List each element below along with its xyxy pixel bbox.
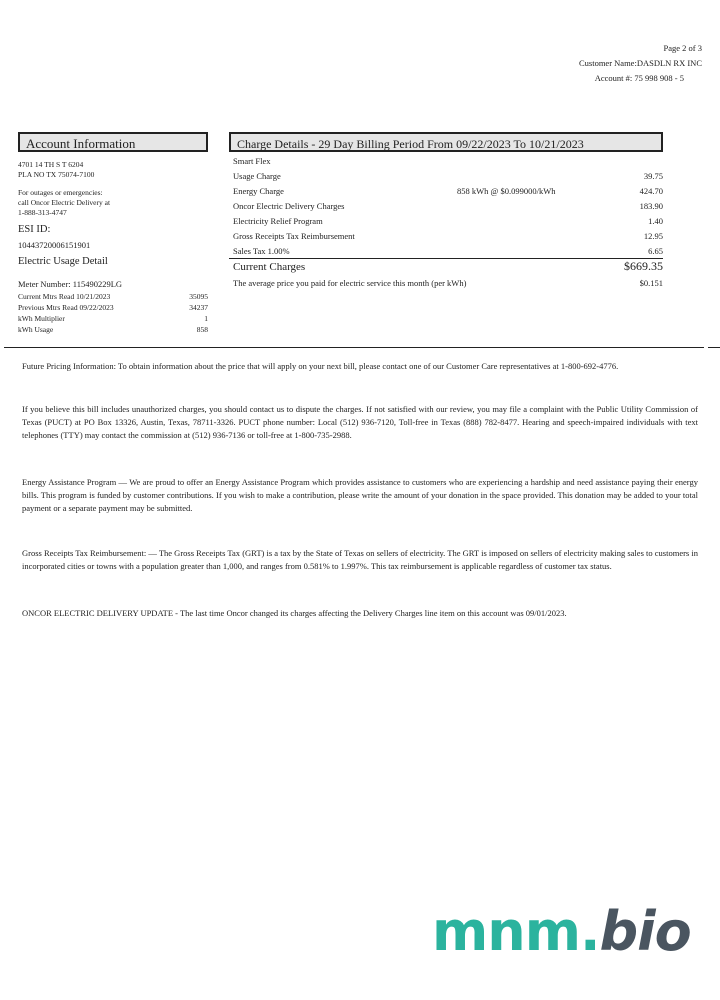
charge-row: Electricity Relief Program 1.40: [233, 216, 663, 226]
oncor-update-paragraph: ONCOR ELECTRIC DELIVERY UPDATE - The last time Oncor changed its charges affecting the Delivery Charges line item on this account was 09/01/2023.: [22, 608, 567, 618]
outage-phone: 1-888-313-4747: [18, 208, 67, 217]
meter-row: kWh Usage 858: [18, 325, 208, 334]
plan-name: Smart Flex: [233, 156, 271, 166]
meter-row: kWh Multiplier 1: [18, 314, 208, 323]
esi-id-value: 10443720006151901: [18, 240, 91, 250]
outage-info: [18, 188, 208, 218]
energy-assistance-paragraph: Energy Assistance Program — We are proud to offer an Energy Assistance Program which provides assistance to customers who are experiencing a hardship and need assistance paying their energy bills. This program is funded by customer contributions. If you wish to make a contribution, please write the amount of your donation in the space provided. This donation may be added to your total payment or a separate payment may be submitted.: [22, 477, 698, 513]
outage-line-1: For outages or emergencies:: [18, 188, 103, 197]
charge-row: Usage Charge 39.75: [233, 171, 663, 181]
dispute-paragraph: If you believe this bill includes unauthorized charges, you should contact us to dispute the charges. If not satisfied with our review, you may file a complaint with the Public Utility Commission of Texas (PUCT) at PO Box 13326, Austin, Texas, 78711-3326. PUCT phone number: Local (512) 936-7120, Toll-free in Texas (888) 782-8477. Hearing and speech-impaired individuals with text telephones (TTY) may contact the commission at (512) 936-7136 or toll-free at 1-800-735-2988.: [22, 404, 698, 440]
section-divider-end: [708, 347, 720, 348]
mnm-bio-logo: mnm.bio: [432, 900, 691, 963]
outage-line-2: call Oncor Electric Delivery at: [18, 198, 111, 207]
address-line-2: PLA NO TX 75074-7100: [18, 170, 95, 179]
charge-row: Gross Receipts Tax Reimbursement 12.95: [233, 231, 663, 241]
current-charges-amount: $669.35: [624, 259, 663, 273]
meter-table: [18, 291, 208, 341]
meter-number: Meter Number: 115490229LG: [18, 279, 123, 289]
charge-row: Sales Tax 1.00% 6.65: [233, 246, 663, 256]
average-price-value: $0.151: [639, 278, 663, 288]
charge-row: Oncor Electric Delivery Charges 183.90: [233, 201, 663, 211]
meter-row: Current Mtrs Read 10/21/2023 35095: [18, 292, 208, 301]
gross-receipts-tax-paragraph: Gross Receipts Tax Reimbursement: — The Gross Receipts Tax (GRT) is a tax by the State of Texas on sellers of electricity. The GRT is imposed on sellers of electricity making sales to customers in incorporated cities or towns with a population greater than 1,000, and ranges from 0.581% to 1.997%. This tax reimbursement is applicable regardless of customer tax status.: [22, 548, 698, 571]
service-address: [18, 160, 208, 180]
charge-row: Energy Charge 858 kWh @ $0.099000/kWh 424.70: [233, 186, 663, 196]
address-line-1: 4701 14 TH S T 6204: [18, 160, 84, 169]
future-pricing-paragraph: Future Pricing Information: To obtain information about the price that will apply on your next bill, please contact one of our Customer Care representatives at 1-800-692-4776.: [22, 361, 619, 371]
charge-details-title: Charge Details - 29 Day Billing Period From 09/22/2023 To 10/21/2023: [229, 132, 663, 152]
page-number: Page 2 of 3: [663, 43, 702, 53]
electric-usage-title: Electric Usage Detail: [18, 256, 108, 267]
meter-row: Previous Mtrs Read 09/22/2023 34237: [18, 303, 208, 312]
average-price-label: The average price you paid for electric service this month (per kWh): [233, 278, 467, 288]
current-charges-label: Current Charges: [233, 261, 306, 273]
section-divider: [4, 347, 704, 348]
account-number: Account #: 75 998 908 - 5: [594, 73, 684, 83]
customer-name: Customer Name:DASDLN RX INC: [578, 58, 702, 68]
esi-id-label: ESI ID:: [18, 224, 51, 235]
account-info-title: Account Information: [18, 132, 208, 152]
